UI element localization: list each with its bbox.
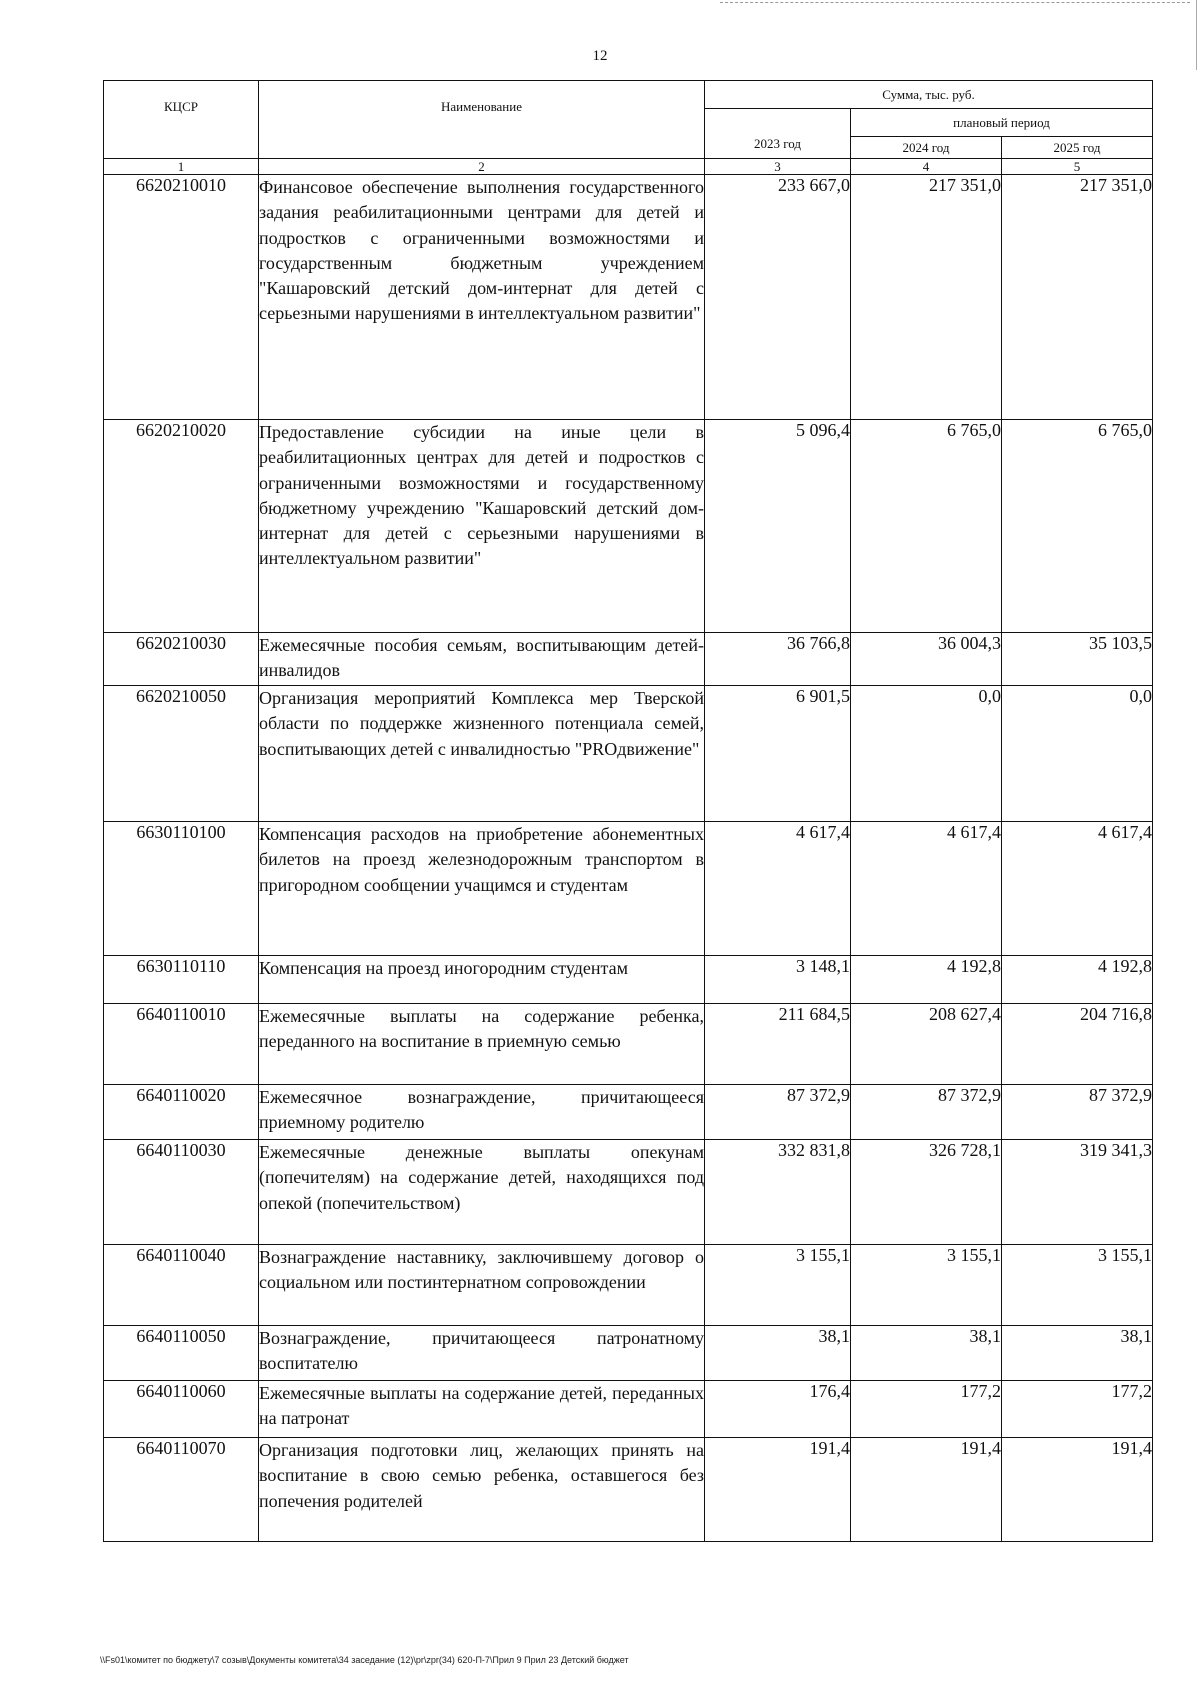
row-value-2024: 177,2 bbox=[851, 1381, 1002, 1438]
row-value-2023: 211 684,5 bbox=[705, 1004, 851, 1085]
column-number: 2 bbox=[259, 159, 705, 175]
row-value-2025: 6 765,0 bbox=[1002, 420, 1153, 633]
header-name: Наименование bbox=[259, 81, 705, 159]
column-number: 4 bbox=[851, 159, 1002, 175]
row-value-2024: 0,0 bbox=[851, 686, 1002, 822]
table-row bbox=[104, 420, 1153, 633]
scan-artifact-line bbox=[720, 2, 1190, 4]
row-value-2024: 4 192,8 bbox=[851, 956, 1002, 1004]
row-value-2024: 38,1 bbox=[851, 1326, 1002, 1381]
table-row bbox=[104, 1085, 1153, 1140]
header-year-2024: 2024 год bbox=[851, 137, 1002, 159]
column-number: 3 bbox=[705, 159, 851, 175]
row-value-2023: 191,4 bbox=[705, 1438, 851, 1542]
row-value-2023: 3 155,1 bbox=[705, 1245, 851, 1326]
row-code: 6640110020 bbox=[104, 1085, 259, 1140]
row-value-2023: 5 096,4 bbox=[705, 420, 851, 633]
row-code: 6640110070 bbox=[104, 1438, 259, 1542]
row-value-2023: 87 372,9 bbox=[705, 1085, 851, 1140]
column-number: 1 bbox=[104, 159, 259, 175]
table-row bbox=[104, 175, 1153, 420]
row-value-2025: 177,2 bbox=[1002, 1381, 1153, 1438]
row-value-2024: 208 627,4 bbox=[851, 1004, 1002, 1085]
row-value-2023: 4 617,4 bbox=[705, 822, 851, 956]
header-sum: Сумма, тыс. руб. bbox=[705, 81, 1153, 109]
table-row bbox=[104, 1381, 1153, 1438]
row-name: Предоставление субсидии на иные цели в реабилитационных центрах для детей и подростков с ограниченными возможностями и государственному бюджетному учреждению "Кашаровский детский дом-интернат для детей с серьезными нарушениями в интеллектуальном развитии" bbox=[259, 420, 705, 633]
row-value-2024: 6 765,0 bbox=[851, 420, 1002, 633]
row-name: Вознаграждение, причитающееся патронатному воспитателю bbox=[259, 1326, 705, 1381]
table-row bbox=[104, 1438, 1153, 1542]
row-value-2025: 3 155,1 bbox=[1002, 1245, 1153, 1326]
row-value-2025: 319 341,3 bbox=[1002, 1140, 1153, 1245]
header-code: КЦСР bbox=[104, 81, 259, 159]
row-code: 6640110050 bbox=[104, 1326, 259, 1381]
row-value-2024: 217 351,0 bbox=[851, 175, 1002, 420]
row-name: Ежемесячные денежные выплаты опекунам (попечителям) на содержание детей, находящихся под опекой (попечительством) bbox=[259, 1140, 705, 1245]
page-number: 12 bbox=[592, 48, 608, 64]
row-name: Ежемесячные выплаты на содержание ребенка, переданного на воспитание в приемную семью bbox=[259, 1004, 705, 1085]
row-value-2023: 233 667,0 bbox=[705, 175, 851, 420]
row-code: 6640110040 bbox=[104, 1245, 259, 1326]
row-name: Финансовое обеспечение выполнения государственного задания реабилитационными центрами для детей и подростков с ограниченными возможностями и государственным бюджетным учреждением "Кашаровский детский дом-интернат для детей с серьезными нарушениями в интеллектуальном развитии" bbox=[259, 175, 705, 420]
row-code: 6640110010 bbox=[104, 1004, 259, 1085]
row-value-2023: 332 831,8 bbox=[705, 1140, 851, 1245]
table-row bbox=[104, 1245, 1153, 1326]
budget-table bbox=[103, 80, 1153, 1542]
column-number: 5 bbox=[1002, 159, 1153, 175]
row-value-2024: 87 372,9 bbox=[851, 1085, 1002, 1140]
row-value-2025: 191,4 bbox=[1002, 1438, 1153, 1542]
table-row bbox=[104, 1004, 1153, 1085]
row-value-2025: 38,1 bbox=[1002, 1326, 1153, 1381]
row-code: 6640110030 bbox=[104, 1140, 259, 1245]
row-name: Организация подготовки лиц, желающих принять на воспитание в свою семью ребенка, оставшегося без попечения родителей bbox=[259, 1438, 705, 1542]
row-code: 6630110100 bbox=[104, 822, 259, 956]
file-path-footer: \\Fs01\комитет по бюджету\7 созыв\Документы комитета\34 заседание (12)\pr\zpr(34) 620-П-7\Прил 9 Прил 23 Детский бюджет bbox=[100, 1655, 629, 1665]
row-value-2023: 36 766,8 bbox=[705, 633, 851, 686]
header-year-2025: 2025 год bbox=[1002, 137, 1153, 159]
row-value-2024: 3 155,1 bbox=[851, 1245, 1002, 1326]
row-name: Вознаграждение наставнику, заключившему договор о социальном или постинтернатном сопровождении bbox=[259, 1245, 705, 1326]
table-row bbox=[104, 1140, 1153, 1245]
row-value-2024: 191,4 bbox=[851, 1438, 1002, 1542]
table-row bbox=[104, 686, 1153, 822]
table-row bbox=[104, 822, 1153, 956]
header-year-2023: 2023 год bbox=[705, 109, 851, 159]
row-value-2024: 36 004,3 bbox=[851, 633, 1002, 686]
row-value-2025: 204 716,8 bbox=[1002, 1004, 1153, 1085]
row-value-2023: 38,1 bbox=[705, 1326, 851, 1381]
row-value-2023: 3 148,1 bbox=[705, 956, 851, 1004]
row-value-2023: 176,4 bbox=[705, 1381, 851, 1438]
table-row bbox=[104, 1326, 1153, 1381]
row-value-2025: 4 617,4 bbox=[1002, 822, 1153, 956]
row-code: 6640110060 bbox=[104, 1381, 259, 1438]
row-name: Ежемесячное вознаграждение, причитающееся приемному родителю bbox=[259, 1085, 705, 1140]
row-code: 6630110110 bbox=[104, 956, 259, 1004]
row-code: 6620210050 bbox=[104, 686, 259, 822]
row-value-2025: 87 372,9 bbox=[1002, 1085, 1153, 1140]
row-code: 6620210010 bbox=[104, 175, 259, 420]
table-row bbox=[104, 633, 1153, 686]
row-value-2025: 0,0 bbox=[1002, 686, 1153, 822]
row-code: 6620210020 bbox=[104, 420, 259, 633]
row-code: 6620210030 bbox=[104, 633, 259, 686]
header-planning-period: плановый период bbox=[851, 109, 1153, 137]
row-name: Компенсация расходов на приобретение абонементных билетов на проезд железнодорожным транспортом в пригородном сообщении учащимся и студентам bbox=[259, 822, 705, 956]
row-name: Ежемесячные выплаты на содержание детей, переданных на патронат bbox=[259, 1381, 705, 1438]
table-row bbox=[104, 956, 1153, 1004]
row-value-2024: 326 728,1 bbox=[851, 1140, 1002, 1245]
row-name: Организация мероприятий Комплекса мер Тверской области по поддержке жизненного потенциала семей, воспитывающих детей с инвалидностью "PROдвижение" bbox=[259, 686, 705, 822]
row-value-2025: 217 351,0 bbox=[1002, 175, 1153, 420]
column-number-row bbox=[104, 159, 1153, 175]
row-value-2025: 35 103,5 bbox=[1002, 633, 1153, 686]
row-value-2024: 4 617,4 bbox=[851, 822, 1002, 956]
row-value-2025: 4 192,8 bbox=[1002, 956, 1153, 1004]
row-name: Компенсация на проезд иногородним студентам bbox=[259, 956, 705, 1004]
row-value-2023: 6 901,5 bbox=[705, 686, 851, 822]
row-name: Ежемесячные пособия семьям, воспитывающим детей-инвалидов bbox=[259, 633, 705, 686]
